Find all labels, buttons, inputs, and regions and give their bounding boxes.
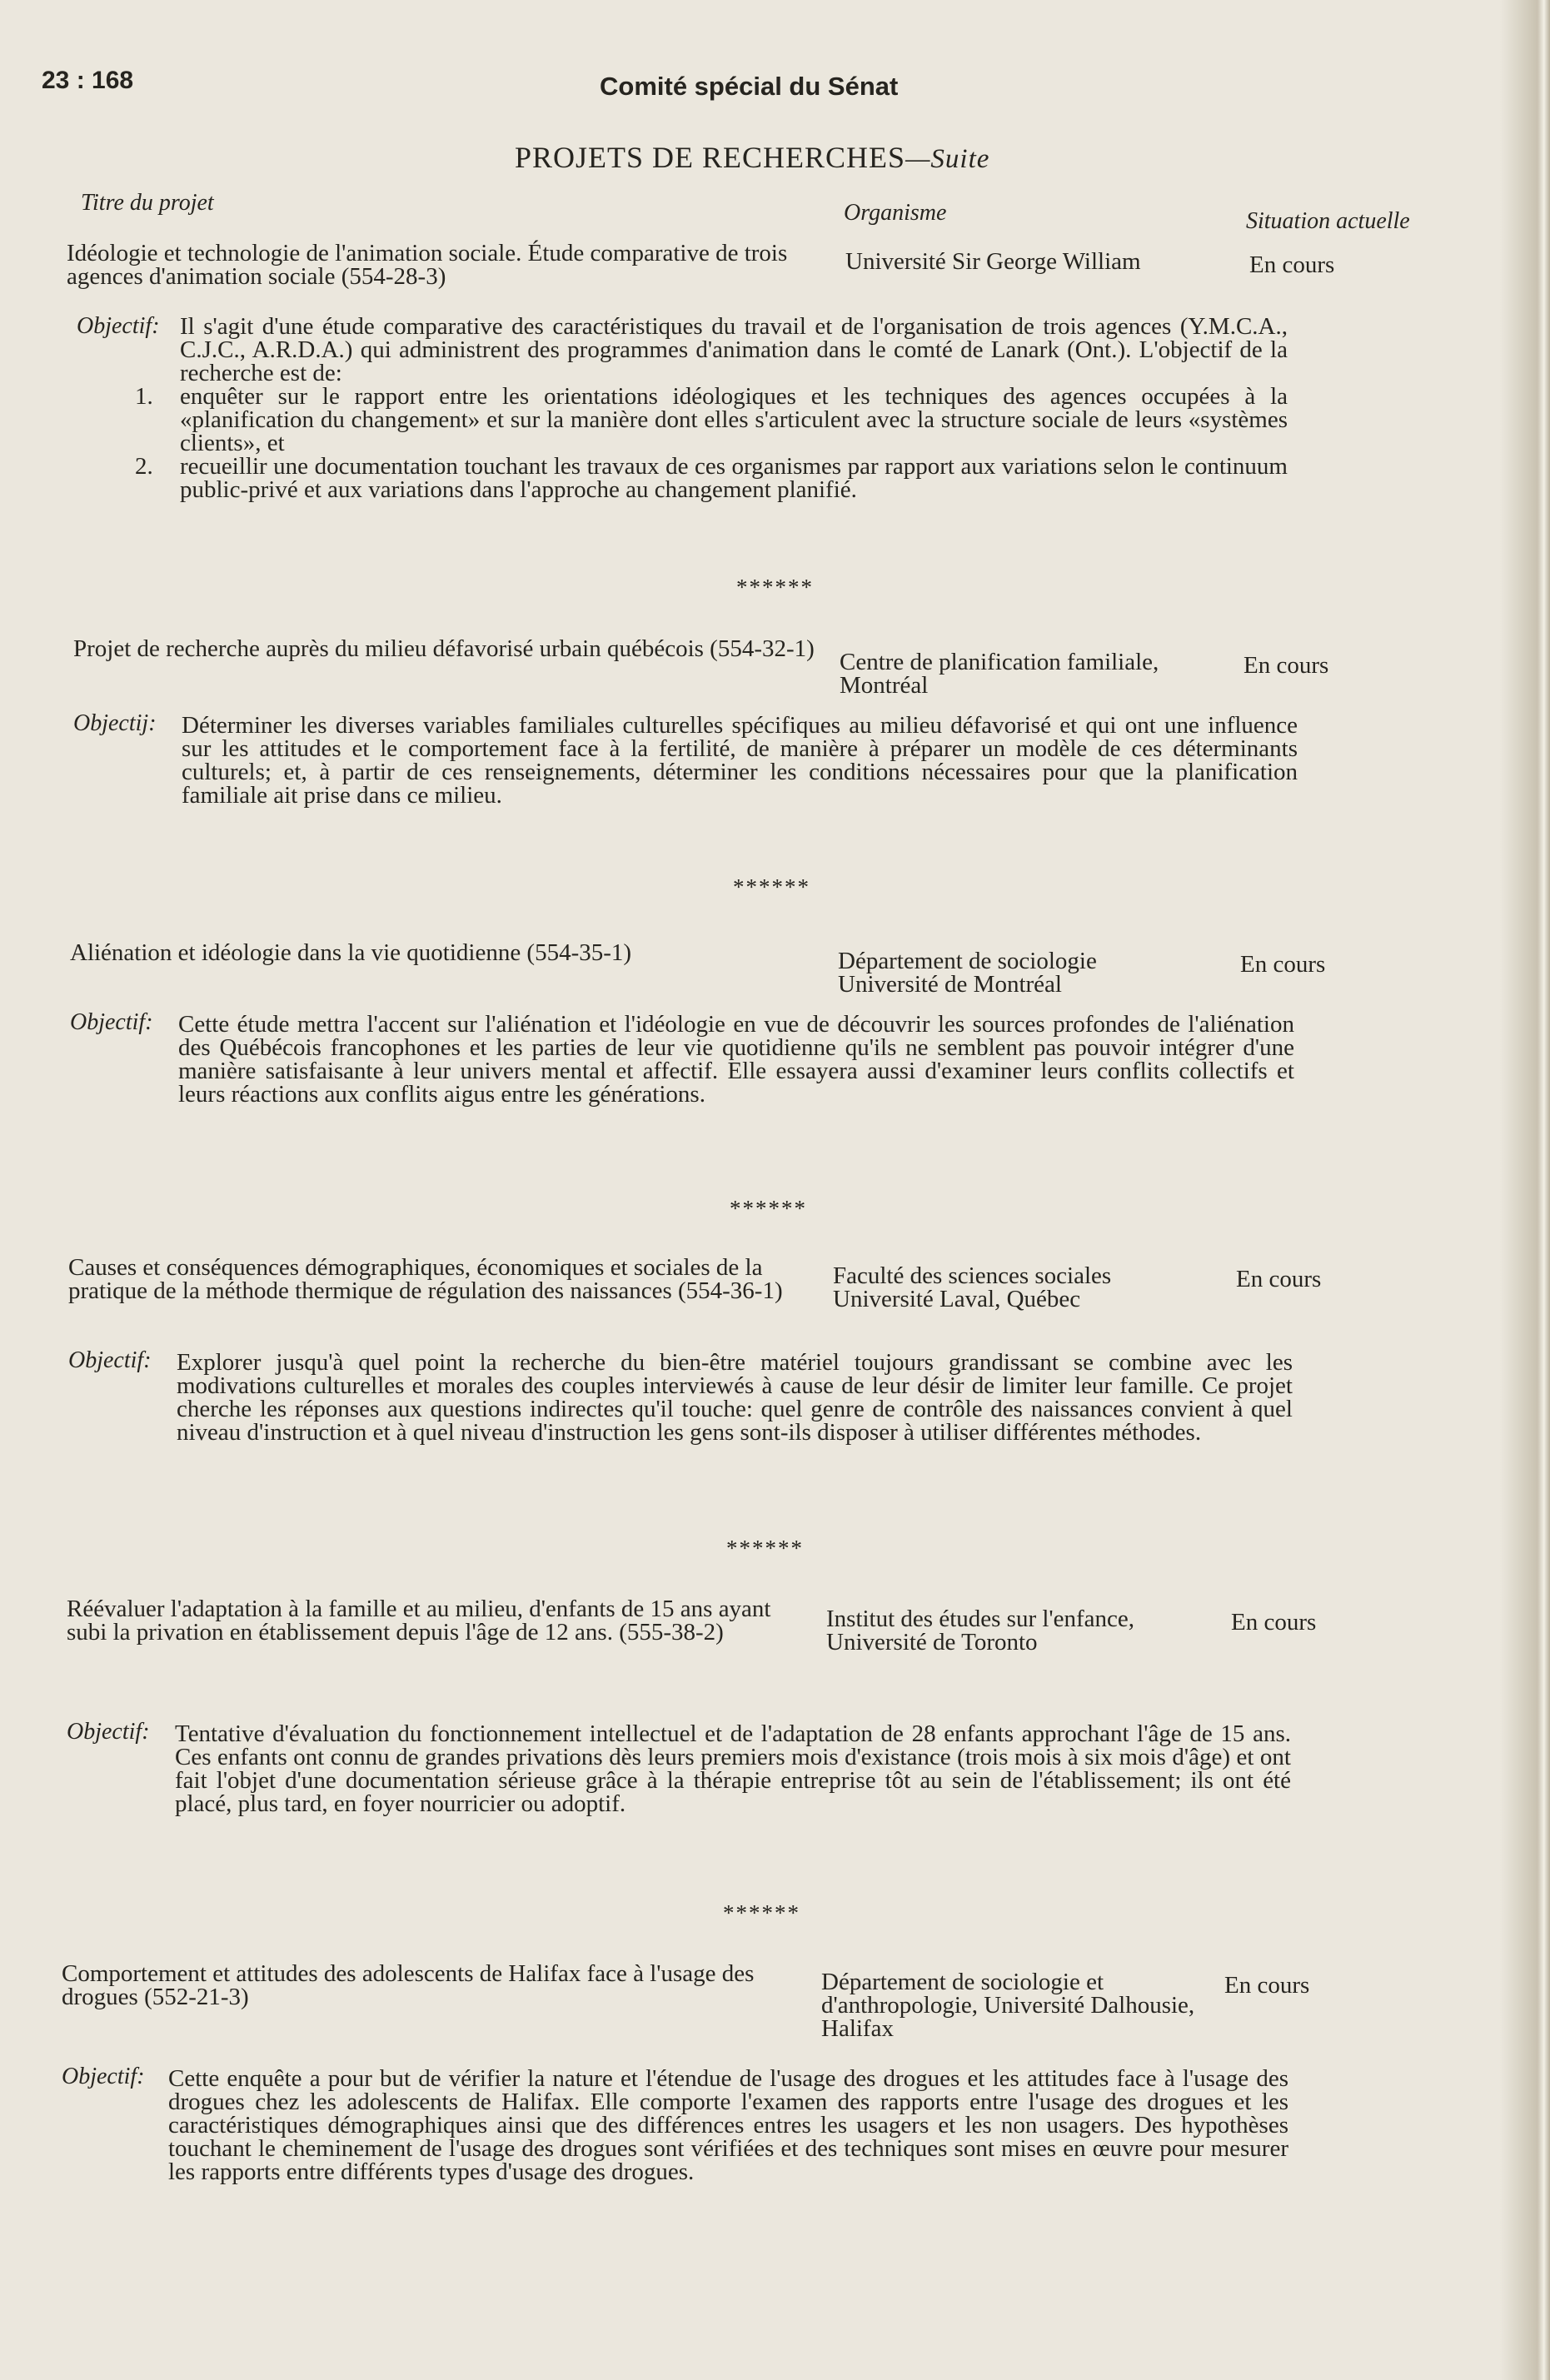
objective-label: Objectif: — [67, 1719, 150, 1745]
binding-shadow — [1500, 0, 1550, 2380]
objective-label: Objectif: — [68, 1347, 152, 1373]
entry-org: Faculté des sciences sociales Université Laval, Québec — [833, 1262, 1112, 1312]
entry-status: En cours — [1224, 1972, 1310, 1999]
list-number: 2. — [135, 453, 153, 480]
separator: ****** — [730, 1196, 807, 1221]
entry-title: Causes et conséquences démographiques, économiques et sociales de la pratique de la méthode thermique de régulation des naissances (554-36-1) — [68, 1254, 783, 1304]
column-header-status: Situation actuelle — [1246, 208, 1410, 234]
page-title: Comité spécial du Sénat — [600, 72, 899, 101]
entry-objective: Cette enquête a pour but de vérifier la nature et l'étendue de l'usage des drogues et les attitudes face à l'usage des drogues chez les adolescents de Halifax. Elle comporte l'examen des rapports entre l'usage des drogues et les caractéristiques démographiques ainsi que des différences entres les usagers et les non usagers. Des hypothèses touchant le cheminement de l'usage des drogues sont vérifiées et des techniques sont mises en œuvre pour mesurer les rapports entre différents types d'usage des drogues. — [168, 2065, 1288, 2185]
separator: ****** — [723, 1900, 800, 1925]
page-number: 23 : 168 — [42, 67, 134, 94]
entry-org: Université Sir George William — [845, 248, 1141, 275]
section-title — [515, 140, 989, 175]
column-header-title: Titre du projet — [81, 190, 214, 216]
objective-label: Objectif: — [77, 313, 160, 339]
entry-status: En cours — [1249, 251, 1335, 278]
entry-org: Centre de planification familiale, Montréal — [840, 649, 1159, 699]
objective-intro: Il s'agit d'une étude comparative des caractéristiques du travail et de l'organisation de trois agences (Y.M.C.A., C.J.C., A.R.D.A.) qui administrent des programmes d'animation dans le comté de Lanark (Ont.). L'objectif de la recherche est de: — [180, 313, 1288, 386]
entry-title: Comportement et attitudes des adolescents de Halifax face à l'usage des drogues (552-21-3) — [62, 1960, 755, 2010]
section-title-suffix: —Suite — [905, 144, 990, 174]
entry-objective — [135, 313, 1288, 503]
section-title-text: PROJETS DE RECHERCHES — [515, 141, 906, 174]
list-number: 1. — [135, 383, 153, 410]
entry-status: En cours — [1240, 951, 1326, 978]
entry-status: En cours — [1243, 652, 1329, 679]
entry-org: Institut des études sur l'enfance, Université de Toronto — [826, 1606, 1135, 1656]
entry-objective: Cette étude mettra l'accent sur l'aliénation et l'idéologie en vue de découvrir les sources profondes de l'aliénation des Québécois francophones et les parties de leur vie quotidienne qu'ils ne semblent pas pouvoir intégrer d'une manière satisfaisante à leur univers mental et affectif. Elle essayera aussi d'examiner leurs conflits collectifs et leurs réactions aux conflits aigus entre les générations. — [178, 1011, 1294, 1108]
entry-title: Projet de recherche auprès du milieu défavorisé urbain québécois (554-32-1) — [73, 635, 815, 662]
objective-label: Objectif: — [70, 1009, 153, 1035]
entry-title: Réévaluer l'adaptation à la famille et au milieu, d'enfants de 15 ans ayant subi la privation en établissement depuis l'âge de 12 ans. (555-38-2) — [67, 1596, 771, 1646]
list-text: recueillir une documentation touchant les travaux de ces organismes par rapport aux variations selon le continuum public-privé et aux variations dans l'approche au changement planifié. — [180, 453, 1288, 503]
objective-label: Objectif: — [62, 2064, 145, 2089]
entry-org: Département de sociologie et d'anthropologie, Université Dalhousie, Halifax — [821, 1969, 1195, 2042]
column-header-org: Organisme — [844, 200, 947, 226]
entry-title: Aliénation et idéologie dans la vie quotidienne (554-35-1) — [70, 939, 632, 966]
entry-status: En cours — [1231, 1609, 1317, 1636]
separator: ****** — [726, 1536, 804, 1561]
list-item — [135, 455, 1288, 501]
list-text: enquêter sur le rapport entre les orientations idéologiques et les techniques des agences occupées à la «planification du changement» et sur la manière dont elles s'articulent avec la structure sociale de leurs «systèmes clients», et — [180, 383, 1288, 456]
entry-org: Département de sociologie Université de Montréal — [838, 948, 1097, 998]
entry-title: Idéologie et technologie de l'animation sociale. Étude comparative de trois agences d'animation sociale (554-28-3) — [67, 240, 788, 290]
objective-label: Objectij: — [73, 710, 157, 736]
separator: ****** — [733, 874, 810, 899]
entry-objective: Tentative d'évaluation du fonctionnement intellectuel et de l'adaptation de 28 enfants approchant l'âge de 15 ans. Ces enfants ont connu de grandes privations dès leurs premiers mois d'existance (trois mois à six mois d'âge) et ont fait l'objet d'une documentation sérieuse grâce à la thérapie entreprise tôt au sein de l'établissement; ils ont été placé, plus tard, en foyer nourricier ou adoptif. — [175, 1720, 1291, 1817]
page-header — [42, 67, 1424, 100]
objective-list — [135, 385, 1288, 501]
separator: ****** — [736, 575, 814, 600]
list-item — [135, 385, 1288, 455]
entry-status: En cours — [1236, 1266, 1322, 1292]
entry-objective: Déterminer les diverses variables familiales culturelles spécifiques au milieu défavorisé et qui ont une influence sur les attitudes et le comportement face à la fertilité, de manière à préparer un modèle de ces déterminants culturels; et, à partir de ces renseignements, déterminer les conditions nécessaires pour que la planification familiale ait prise dans ce milieu. — [182, 712, 1298, 809]
entry-objective: Explorer jusqu'à quel point la recherche du bien-être matériel toujours grandissant se combine avec les modivations culturelles et morales des couples interviewés à cause de leur désir de limiter leur famille. Ce projet cherche les réponses aux questions indirectes qu'il touche: quel genre de contrôle des naissances convient à quel niveau d'instruction et à quel niveau d'instruction les gens sont-ils disposer à utiliser différentes méthodes. — [177, 1349, 1293, 1446]
